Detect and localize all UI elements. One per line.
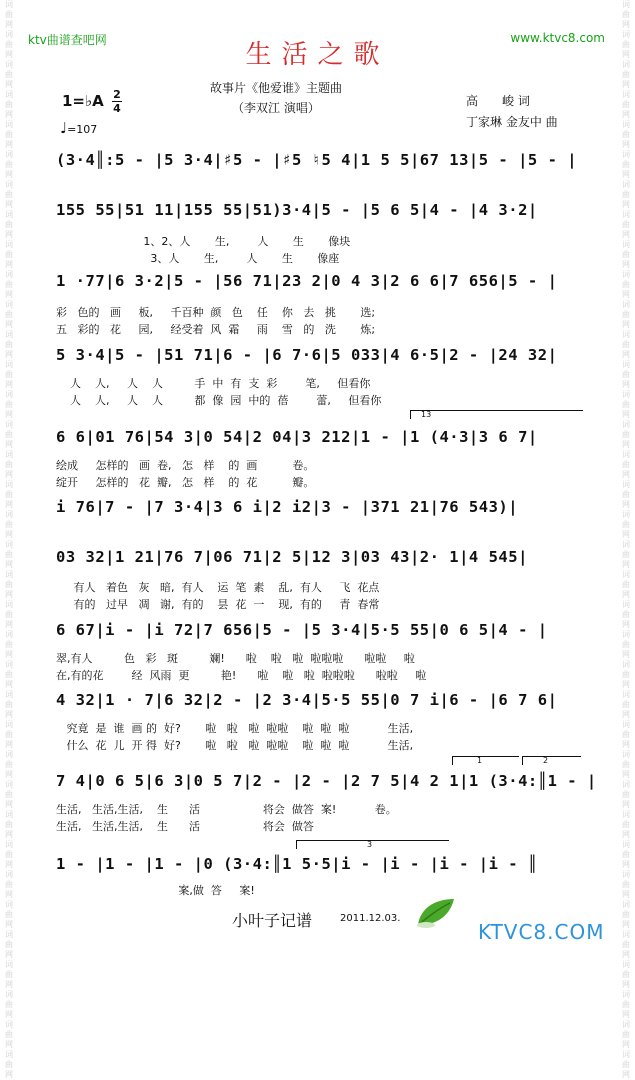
lyric-line: 绘成 怎样的 画 卷, 怎 样 的 画 卷。 [56, 459, 315, 472]
watermark-text-right: 词曲网 词曲网 词曲网 词曲网 词曲网 词曲网 词曲网 词曲网 词曲网 词曲网 词曲网 词曲网 词曲网 词曲网 词曲网 词曲网 词曲网 词曲网 词曲网 词曲网 词曲网 词曲网 词曲网 词曲网 词曲网 词曲网 词曲网 词曲网 词曲网 词曲网 词曲网 词曲网 词曲网 词曲网 词曲网 词曲网 [622, 0, 630, 1079]
ktvc8-logo: KTVC8.COM [478, 920, 605, 944]
time-signature-top: 2 [113, 88, 121, 101]
watermark-text-left: 词曲网 词曲网 词曲网 词曲网 词曲网 词曲网 词曲网 词曲网 词曲网 词曲网 词曲网 词曲网 词曲网 词曲网 词曲网 词曲网 词曲网 词曲网 词曲网 词曲网 词曲网 词曲网 词曲网 词曲网 词曲网 词曲网 词曲网 词曲网 词曲网 词曲网 词曲网 词曲网 词曲网 词曲网 词曲网 词曲网 [5, 0, 13, 1079]
score-row: 1 - |1 - |1 - |0 (3·4:║1 5·5|i - |i - |i - |i - ║ [56, 855, 538, 873]
song-subtitle: 故事片《他爱谁》主题曲 [210, 81, 343, 95]
first-ending-bracket: 1 [452, 756, 519, 765]
score-row: 7 4|0 6 5|6 3|0 5 7|2 - |2 - |2 7 5|4 2 1|1 (3·4:║1 - | [56, 772, 597, 790]
lyric-line: 案,做 答 案! [56, 884, 255, 897]
score-row: i 76|7 - |7 3·4|3 6 i|2 i2|3 - |371 21|76 543)| [56, 498, 519, 516]
lyric-line: 翠,有人 色 彩 斑 斓! 啦 啦 啦 啦啦啦 啦啦 啦 [56, 652, 415, 665]
score-row: 155 55|51 11|155 55|51)3·4|5 - |5 6 5|4 - |4 3·2| [56, 201, 538, 219]
score-row: 6 6|01 76|54 3|0 54|2 04|3 212|1 - |1 (4·3|3 6 7| [56, 428, 538, 446]
time-signature [112, 89, 122, 114]
tempo-marking [60, 119, 97, 137]
repeat-ending-3: 3 [296, 840, 449, 849]
key-signature: 1=♭A [62, 92, 104, 110]
second-ending-bracket: 2 [522, 756, 581, 765]
composer-credit: 丁家琳 金友中 曲 [466, 115, 558, 129]
score-row: 5 3·4|5 - |51 71|6 - |6 7·6|5 033|4 6·5|2 - |24 32| [56, 346, 558, 364]
song-title: 生活之歌 [245, 40, 390, 70]
score-row: 03 32|1 21|76 7|06 71|2 5|12 3|03 43|2· 1|4 545| [56, 548, 528, 566]
singer-credit: （李双江 演唱） [232, 101, 320, 115]
score-row: (3·4║:5 - |5 3·4|♯5 - |♯5 ♮5 4|1 5 5|67 13|5 - |5 - | [56, 151, 578, 169]
transcriber-signature: 小叶子记谱 [232, 911, 313, 930]
lyric-line: 3、人 生, 人 生 像座 [56, 252, 340, 265]
repeat-ending-13: 13 [410, 410, 583, 419]
lyric-line: 彩 色的 画 板, 千百种 颜 色 任 你 去 挑 选; [56, 306, 376, 319]
left-watermark-strip [2, 0, 16, 1079]
lyric-line: 生活, 生活,生活, 生 活 将会 做答 [56, 820, 314, 833]
lyric-line: 在,有的花 经 风雨 更 艳! 啦 啦 啦 啦啦啦 啦啦 啦 [56, 669, 427, 682]
transcription-date: 2011.12.03. [340, 913, 401, 924]
lyric-line: 什么 花 儿 开 得 好? 啦 啦 啦 啦啦 啦 啦 啦 生活, [56, 739, 414, 752]
score-row: 6 67|i - |i 72|7 656|5 - |5 3·4|5·5 55|0 6 5|4 - | [56, 621, 548, 639]
tempo-value: =107 [67, 123, 98, 136]
site-name-link[interactable]: ktv曲谱查吧网 [28, 33, 107, 47]
lyric-line: 五 彩的 花 园, 经受着 风 霜 雨 雪 的 洗 炼; [56, 323, 376, 336]
lyric-line: 绽开 怎样的 花 瓣, 怎 样 的 花 瓣。 [56, 476, 315, 489]
quarter-note-icon: ♩ [60, 119, 68, 137]
lyric-line: 有人 着色 灰 暗, 有人 运 笔 素 乱, 有人 飞 花点 [56, 581, 380, 594]
lyric-line: 人 人, 人 人 手 中 有 支 彩 笔, 但看你 [56, 377, 371, 390]
score-row: 1 ·77|6 3·2|5 - |56 71|23 2|0 4 3|2 6 6|7 656|5 - | [56, 272, 558, 290]
lyric-line: 有的 过早 凋 谢, 有的 昙 花 一 现, 有的 青 春常 [56, 598, 380, 611]
lyricist-credit: 高 峻 词 [466, 94, 530, 108]
lyric-line: 生活, 生活,生活, 生 活 将会 做答 案! 卷。 [56, 803, 397, 816]
site-url-link[interactable]: www.ktvc8.com [510, 31, 605, 45]
score-row: 4 32|1 · 7|6 32|2 - |2 3·4|5·5 55|0 7 i|6 - |6 7 6| [56, 691, 558, 709]
lyric-line: 1、2、人 生, 人 生 像块 [56, 235, 351, 248]
lyric-line: 人 人, 人 人 都 像 园 中的 蓓 蕾, 但看你 [56, 394, 382, 407]
right-watermark-strip [619, 0, 633, 1079]
leaf-icon [414, 895, 458, 929]
time-signature-bottom: 4 [113, 102, 121, 115]
lyric-line: 究竟 是 谁 画 的 好? 啦 啦 啦 啦啦 啦 啦 啦 生活, [56, 722, 414, 735]
